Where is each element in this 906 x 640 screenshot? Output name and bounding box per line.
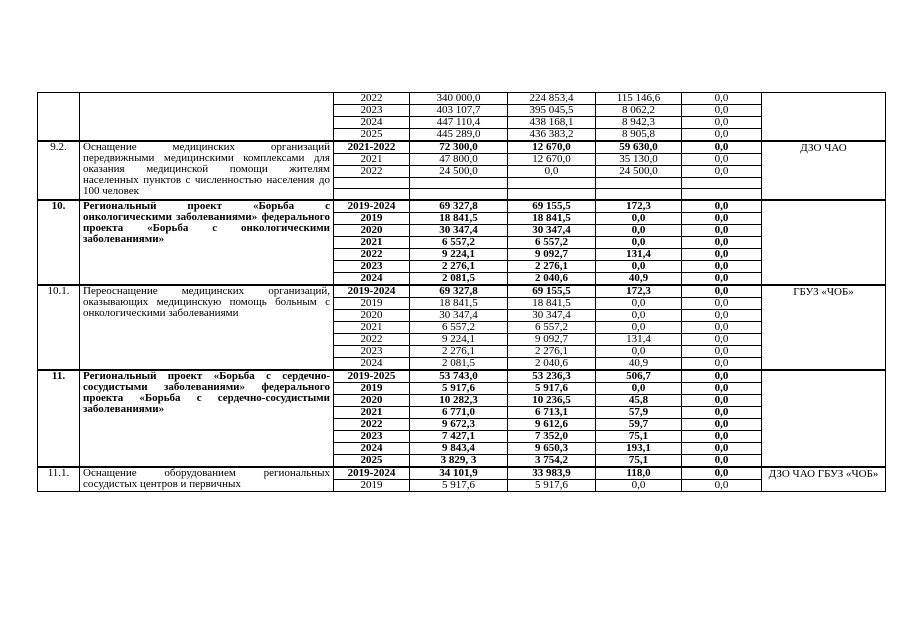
regional-budget-cell: 8 905,8 (596, 129, 682, 142)
regional-budget-cell: 118,0 (596, 467, 682, 480)
federal-budget-cell: 224 853,4 (508, 93, 596, 105)
executor-cell (762, 93, 886, 142)
federal-budget-cell: 438 168,1 (508, 117, 596, 129)
year-cell: 2019-2024 (334, 467, 410, 480)
local-budget-cell: 0,0 (682, 333, 762, 345)
regional-budget-cell: 0,0 (596, 479, 682, 491)
total-cell: 69 327,8 (410, 285, 508, 298)
local-budget-cell: 0,0 (682, 224, 762, 236)
local-budget-cell: 0,0 (682, 248, 762, 260)
total-cell: 18 841,5 (410, 297, 508, 309)
total-cell: 2 276,1 (410, 260, 508, 272)
local-budget-cell: 0,0 (682, 200, 762, 213)
year-cell: 2021 (334, 406, 410, 418)
year-cell: 2021 (334, 236, 410, 248)
year-cell: 2024 (334, 117, 410, 129)
year-cell: 2022 (334, 248, 410, 260)
local-budget-cell: 0,0 (682, 321, 762, 333)
year-cell: 2023 (334, 260, 410, 272)
measure-block (38, 285, 886, 370)
table-row (38, 200, 886, 213)
regional-budget-cell: 0,0 (596, 345, 682, 357)
total-cell: 2 081,5 (410, 272, 508, 285)
regional-budget-cell: 0,0 (596, 321, 682, 333)
executor-cell (762, 200, 886, 285)
total-cell (410, 178, 508, 189)
item-title: Оснащение оборудованием региональных сосудистых центров и первичных (80, 467, 334, 492)
year-cell: 2021 (334, 154, 410, 166)
federal-budget-cell: 30 347,4 (508, 224, 596, 236)
federal-budget-cell: 2 040,6 (508, 357, 596, 370)
year-cell: 2022 (334, 93, 410, 105)
total-cell: 447 110,4 (410, 117, 508, 129)
funding-table (37, 92, 886, 492)
local-budget-cell: 0,0 (682, 154, 762, 166)
total-cell: 53 743,0 (410, 370, 508, 383)
total-cell (410, 189, 508, 200)
local-budget-cell (682, 178, 762, 189)
regional-budget-cell: 131,4 (596, 333, 682, 345)
federal-budget-cell: 18 841,5 (508, 212, 596, 224)
executor-cell: ДЗО ЧАО (762, 141, 886, 200)
local-budget-cell: 0,0 (682, 467, 762, 480)
local-budget-cell: 0,0 (682, 260, 762, 272)
total-cell: 6 557,2 (410, 236, 508, 248)
regional-budget-cell: 0,0 (596, 212, 682, 224)
item-number: 10. (38, 200, 80, 285)
local-budget-cell: 0,0 (682, 212, 762, 224)
local-budget-cell: 0,0 (682, 93, 762, 105)
federal-budget-cell: 2 276,1 (508, 260, 596, 272)
federal-budget-cell: 12 670,0 (508, 141, 596, 154)
local-budget-cell: 0,0 (682, 418, 762, 430)
federal-budget-cell: 7 352,0 (508, 430, 596, 442)
year-cell: 2020 (334, 309, 410, 321)
total-cell: 10 282,3 (410, 394, 508, 406)
regional-budget-cell: 75,1 (596, 454, 682, 467)
federal-budget-cell: 9 612,6 (508, 418, 596, 430)
regional-budget-cell: 24 500,0 (596, 166, 682, 178)
federal-budget-cell: 436 383,2 (508, 129, 596, 142)
local-budget-cell: 0,0 (682, 129, 762, 142)
regional-budget-cell: 8 942,3 (596, 117, 682, 129)
federal-budget-cell: 6 557,2 (508, 236, 596, 248)
year-cell: 2019 (334, 212, 410, 224)
local-budget-cell: 0,0 (682, 166, 762, 178)
regional-budget-cell: 0,0 (596, 309, 682, 321)
local-budget-cell: 0,0 (682, 394, 762, 406)
item-title: Переоснащение медицинских организаций, оказывающих медицинскую помощь больным с онкологическими заболеваниями (80, 285, 334, 370)
regional-budget-cell: 40,9 (596, 357, 682, 370)
executor-cell: ГБУЗ «ЧОБ» (762, 285, 886, 370)
table-row (38, 93, 886, 105)
local-budget-cell: 0,0 (682, 357, 762, 370)
total-cell: 34 101,9 (410, 467, 508, 480)
federal-budget-cell: 9 092,7 (508, 333, 596, 345)
item-number: 9.2. (38, 141, 80, 200)
total-cell: 9 843,4 (410, 442, 508, 454)
year-cell: 2021 (334, 321, 410, 333)
year-cell: 2020 (334, 394, 410, 406)
item-number: 10.1. (38, 285, 80, 370)
total-cell: 9 672,3 (410, 418, 508, 430)
item-title: Оснащение медицинских организаций передвижными медицинскими комплексами для оказания медицинской помощи жителям населенных пунктов с численностью населения до 100 человек (80, 141, 334, 200)
year-cell: 2024 (334, 357, 410, 370)
item-title (80, 93, 334, 142)
federal-budget-cell (508, 189, 596, 200)
total-cell: 24 500,0 (410, 166, 508, 178)
federal-budget-cell: 18 841,5 (508, 297, 596, 309)
regional-budget-cell: 506,7 (596, 370, 682, 383)
item-title: Региональный проект «Борьба с сердечно-сосудистыми заболеваниями» федерального проекта «Борьба с сердечно-сосудистыми заболеваниями» (80, 370, 334, 467)
year-cell: 2023 (334, 345, 410, 357)
year-cell: 2023 (334, 105, 410, 117)
local-budget-cell: 0,0 (682, 272, 762, 285)
total-cell: 30 347,4 (410, 309, 508, 321)
item-number (38, 93, 80, 142)
total-cell: 445 289,0 (410, 129, 508, 142)
executor-cell (762, 370, 886, 467)
local-budget-cell: 0,0 (682, 236, 762, 248)
year-cell: 2024 (334, 442, 410, 454)
regional-budget-cell: 8 062,2 (596, 105, 682, 117)
total-cell: 47 800,0 (410, 154, 508, 166)
local-budget-cell: 0,0 (682, 442, 762, 454)
measure-block (38, 93, 886, 142)
year-cell: 2022 (334, 166, 410, 178)
federal-budget-cell: 9 092,7 (508, 248, 596, 260)
local-budget-cell: 0,0 (682, 105, 762, 117)
measure-block (38, 467, 886, 492)
federal-budget-cell: 2 040,6 (508, 272, 596, 285)
total-cell: 7 427,1 (410, 430, 508, 442)
item-number: 11.1. (38, 467, 80, 492)
regional-budget-cell: 0,0 (596, 224, 682, 236)
regional-budget-cell: 172,3 (596, 285, 682, 298)
total-cell: 30 347,4 (410, 224, 508, 236)
regional-budget-cell (596, 178, 682, 189)
regional-budget-cell: 0,0 (596, 236, 682, 248)
total-cell: 18 841,5 (410, 212, 508, 224)
federal-budget-cell: 6 557,2 (508, 321, 596, 333)
regional-budget-cell: 172,3 (596, 200, 682, 213)
table-row (38, 370, 886, 383)
total-cell: 3 829, 3 (410, 454, 508, 467)
federal-budget-cell: 69 155,5 (508, 285, 596, 298)
total-cell: 2 276,1 (410, 345, 508, 357)
regional-budget-cell: 115 146,6 (596, 93, 682, 105)
local-budget-cell: 0,0 (682, 141, 762, 154)
executor-cell: ДЗО ЧАО ГБУЗ «ЧОБ» (762, 467, 886, 492)
year-cell (334, 178, 410, 189)
federal-budget-cell: 30 347,4 (508, 309, 596, 321)
regional-budget-cell (596, 189, 682, 200)
federal-budget-cell: 2 276,1 (508, 345, 596, 357)
regional-budget-cell: 40,9 (596, 272, 682, 285)
total-cell: 5 917,6 (410, 479, 508, 491)
year-cell: 2019 (334, 297, 410, 309)
total-cell: 9 224,1 (410, 248, 508, 260)
federal-budget-cell (508, 178, 596, 189)
federal-budget-cell: 53 236,3 (508, 370, 596, 383)
table-row (38, 141, 886, 154)
regional-budget-cell: 59 630,0 (596, 141, 682, 154)
local-budget-cell: 0,0 (682, 345, 762, 357)
total-cell: 69 327,8 (410, 200, 508, 213)
year-cell: 2022 (334, 418, 410, 430)
federal-budget-cell: 12 670,0 (508, 154, 596, 166)
year-cell (334, 189, 410, 200)
local-budget-cell: 0,0 (682, 285, 762, 298)
local-budget-cell: 0,0 (682, 406, 762, 418)
year-cell: 2024 (334, 272, 410, 285)
total-cell: 5 917,6 (410, 382, 508, 394)
federal-budget-cell: 33 983,9 (508, 467, 596, 480)
local-budget-cell: 0,0 (682, 370, 762, 383)
federal-budget-cell: 69 155,5 (508, 200, 596, 213)
total-cell: 2 081,5 (410, 357, 508, 370)
federal-budget-cell: 5 917,6 (508, 479, 596, 491)
regional-budget-cell: 131,4 (596, 248, 682, 260)
regional-budget-cell: 193,1 (596, 442, 682, 454)
federal-budget-cell: 395 045,5 (508, 105, 596, 117)
local-budget-cell (682, 189, 762, 200)
table-row (38, 285, 886, 298)
regional-budget-cell: 45,8 (596, 394, 682, 406)
total-cell: 6 771,0 (410, 406, 508, 418)
federal-budget-cell: 3 754,2 (508, 454, 596, 467)
regional-budget-cell: 0,0 (596, 297, 682, 309)
measure-block (38, 370, 886, 467)
table-row (38, 467, 886, 480)
federal-budget-cell: 10 236,5 (508, 394, 596, 406)
total-cell: 72 300,0 (410, 141, 508, 154)
regional-budget-cell: 35 130,0 (596, 154, 682, 166)
local-budget-cell: 0,0 (682, 309, 762, 321)
federal-budget-cell: 6 713,1 (508, 406, 596, 418)
federal-budget-cell: 9 650,3 (508, 442, 596, 454)
year-cell: 2019 (334, 479, 410, 491)
regional-budget-cell: 0,0 (596, 260, 682, 272)
year-cell: 2019 (334, 382, 410, 394)
year-cell: 2019-2024 (334, 285, 410, 298)
local-budget-cell: 0,0 (682, 454, 762, 467)
year-cell: 2022 (334, 333, 410, 345)
total-cell: 340 000,0 (410, 93, 508, 105)
item-number: 11. (38, 370, 80, 467)
local-budget-cell: 0,0 (682, 382, 762, 394)
local-budget-cell: 0,0 (682, 297, 762, 309)
measure-block (38, 141, 886, 200)
federal-budget-cell: 5 917,6 (508, 382, 596, 394)
year-cell: 2025 (334, 129, 410, 142)
total-cell: 403 107,7 (410, 105, 508, 117)
year-cell: 2025 (334, 454, 410, 467)
year-cell: 2023 (334, 430, 410, 442)
regional-budget-cell: 0,0 (596, 382, 682, 394)
local-budget-cell: 0,0 (682, 117, 762, 129)
year-cell: 2020 (334, 224, 410, 236)
year-cell: 2019-2024 (334, 200, 410, 213)
measure-block (38, 200, 886, 285)
regional-budget-cell: 75,1 (596, 430, 682, 442)
federal-budget-cell: 0,0 (508, 166, 596, 178)
item-title: Региональный проект «Борьба с онкологическими заболеваниями» федерального проекта «Борьба с онкологическими заболеваниями» (80, 200, 334, 285)
year-cell: 2019-2025 (334, 370, 410, 383)
local-budget-cell: 0,0 (682, 430, 762, 442)
regional-budget-cell: 57,9 (596, 406, 682, 418)
year-cell: 2021-2022 (334, 141, 410, 154)
local-budget-cell: 0,0 (682, 479, 762, 491)
total-cell: 9 224,1 (410, 333, 508, 345)
regional-budget-cell: 59,7 (596, 418, 682, 430)
total-cell: 6 557,2 (410, 321, 508, 333)
